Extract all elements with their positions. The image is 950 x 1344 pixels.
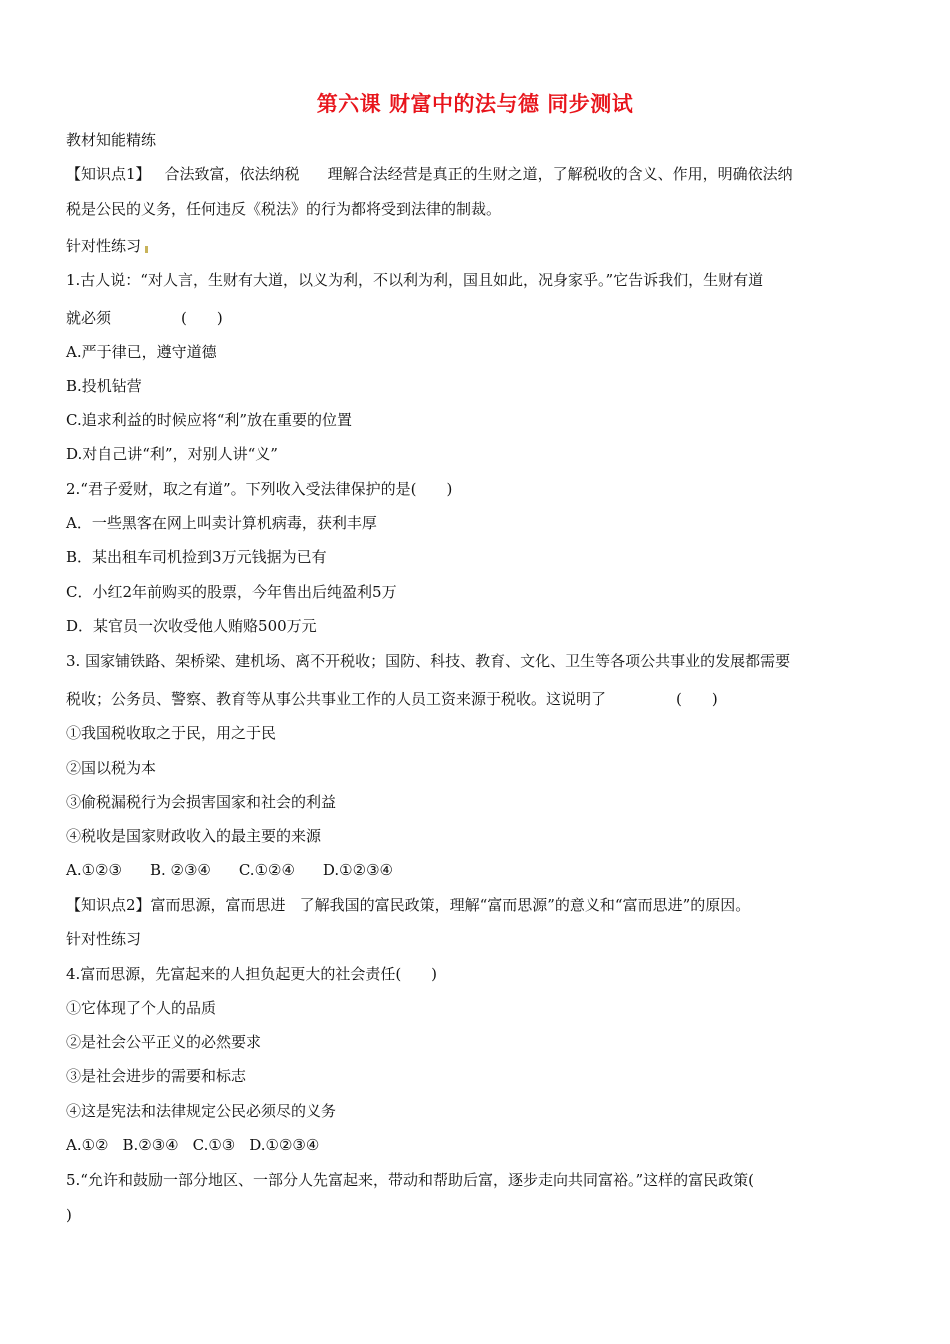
question-3-stem-cont: 税收；公务员、警察、教育等从事公共事业工作的人员工资来源于税收。这说明了 ( ): [66, 690, 718, 708]
answer-blank: ( ): [181, 309, 223, 327]
choice-d: D.①②③④: [249, 1136, 320, 1154]
answer-choices: [66, 860, 886, 880]
statement-4: ④税收是国家财政收入的最主要的来源: [66, 827, 322, 845]
choice-a: A.①②: [66, 1136, 109, 1154]
choice-a: A.①②③: [66, 861, 122, 879]
statement-4: ④这是宪法和法律规定公民必须尽的义务: [66, 1102, 337, 1120]
statement-3: ③是社会进步的需要和标志: [66, 1067, 247, 1085]
choice-c: C.①②④: [238, 861, 295, 879]
option-b: B.投机钻营: [66, 377, 142, 395]
kp1-topic: 合法致富，依法纳税: [164, 165, 300, 183]
answer-blank: ( ): [676, 690, 718, 708]
practice-label: 针对性练习: [66, 930, 142, 948]
kp1-description: 理解合法经营是真正的生财之道，了解税收的含义、作用，明确依法纳: [327, 165, 793, 183]
scan-mark: [145, 246, 148, 253]
choice-d: D.①②③④: [322, 861, 393, 879]
knowledge-point-2: [66, 895, 886, 915]
section-heading: 教材知能精练: [66, 131, 157, 149]
statement-2: ②是社会公平正义的必然要求: [66, 1033, 262, 1051]
option-b: B．某出租车司机捡到3万元钱据为已有: [66, 548, 327, 566]
option-a: A．一些黑客在网上叫卖计算机病毒，获利丰厚: [66, 514, 377, 532]
statement-1: ①我国税收取之于民，用之于民: [66, 724, 277, 742]
answer-choices: [66, 1135, 886, 1155]
statement-3: ③偷税漏税行为会损害国家和社会的利益: [66, 793, 337, 811]
kp1-description-cont: 税是公民的义务，任何违反《税法》的行为都将受到法律的制裁。: [66, 200, 502, 218]
option-d: D.对自己讲“利”，对别人讲“义”: [66, 445, 278, 463]
option-c: C.追求利益的时候应将“利”放在重要的位置: [66, 411, 353, 429]
practice-label: 针对性练习: [66, 236, 886, 256]
option-d: D．某官员一次收受他人贿赂500万元: [66, 617, 317, 635]
choice-c: C.①③: [192, 1136, 236, 1154]
kp2-topic: 富而思源，富而思进: [150, 896, 286, 914]
kp2-label: 【知识点2】: [66, 896, 151, 914]
question-4-stem: 4.富而思源，先富起来的人担负起更大的社会责任( ): [66, 965, 438, 983]
option-a: A.严于律已，遵守道德: [66, 343, 217, 361]
question-3-stem: 3. 国家铺铁路、架桥梁、建机场、离不开税收；国防、科技、教育、文化、卫生等各项公共事业的发展都需要: [66, 652, 791, 670]
option-c: C．小红2年前购买的股票，今年售出后纯盈利5万: [66, 583, 397, 601]
kp2-description: 了解我国的富民政策，理解“富而思源”的意义和“富而思进”的原因。: [299, 896, 751, 914]
choice-b: B.②③④: [122, 1136, 179, 1154]
statement-2: ②国以税为本: [66, 759, 157, 777]
choice-b: B. ②③④: [149, 861, 211, 879]
statement-1: ①它体现了个人的品质: [66, 999, 217, 1017]
kp1-label: 【知识点1】: [66, 165, 151, 183]
question-1-stem: 1.古人说：“对人言，生财有大道，以义为利，不以利为利，国且如此，况身家乎。”它告诉我们，生财有道: [66, 271, 764, 289]
question-1-stem-cont: 就必须 ( ): [66, 309, 223, 327]
question-2-stem: 2.“君子爱财，取之有道”。下列收入受法律保护的是( ): [66, 480, 453, 498]
knowledge-point-1: [66, 164, 886, 184]
question-5-stem: 5.“允许和鼓励一部分地区、一部分人先富起来，带动和帮助后富，逐步走向共同富裕。”这样的富民政策(: [66, 1171, 755, 1189]
page-title: 第六课 财富中的法与德 同步测试: [316, 92, 634, 116]
question-5-stem-cont: ): [66, 1206, 72, 1224]
